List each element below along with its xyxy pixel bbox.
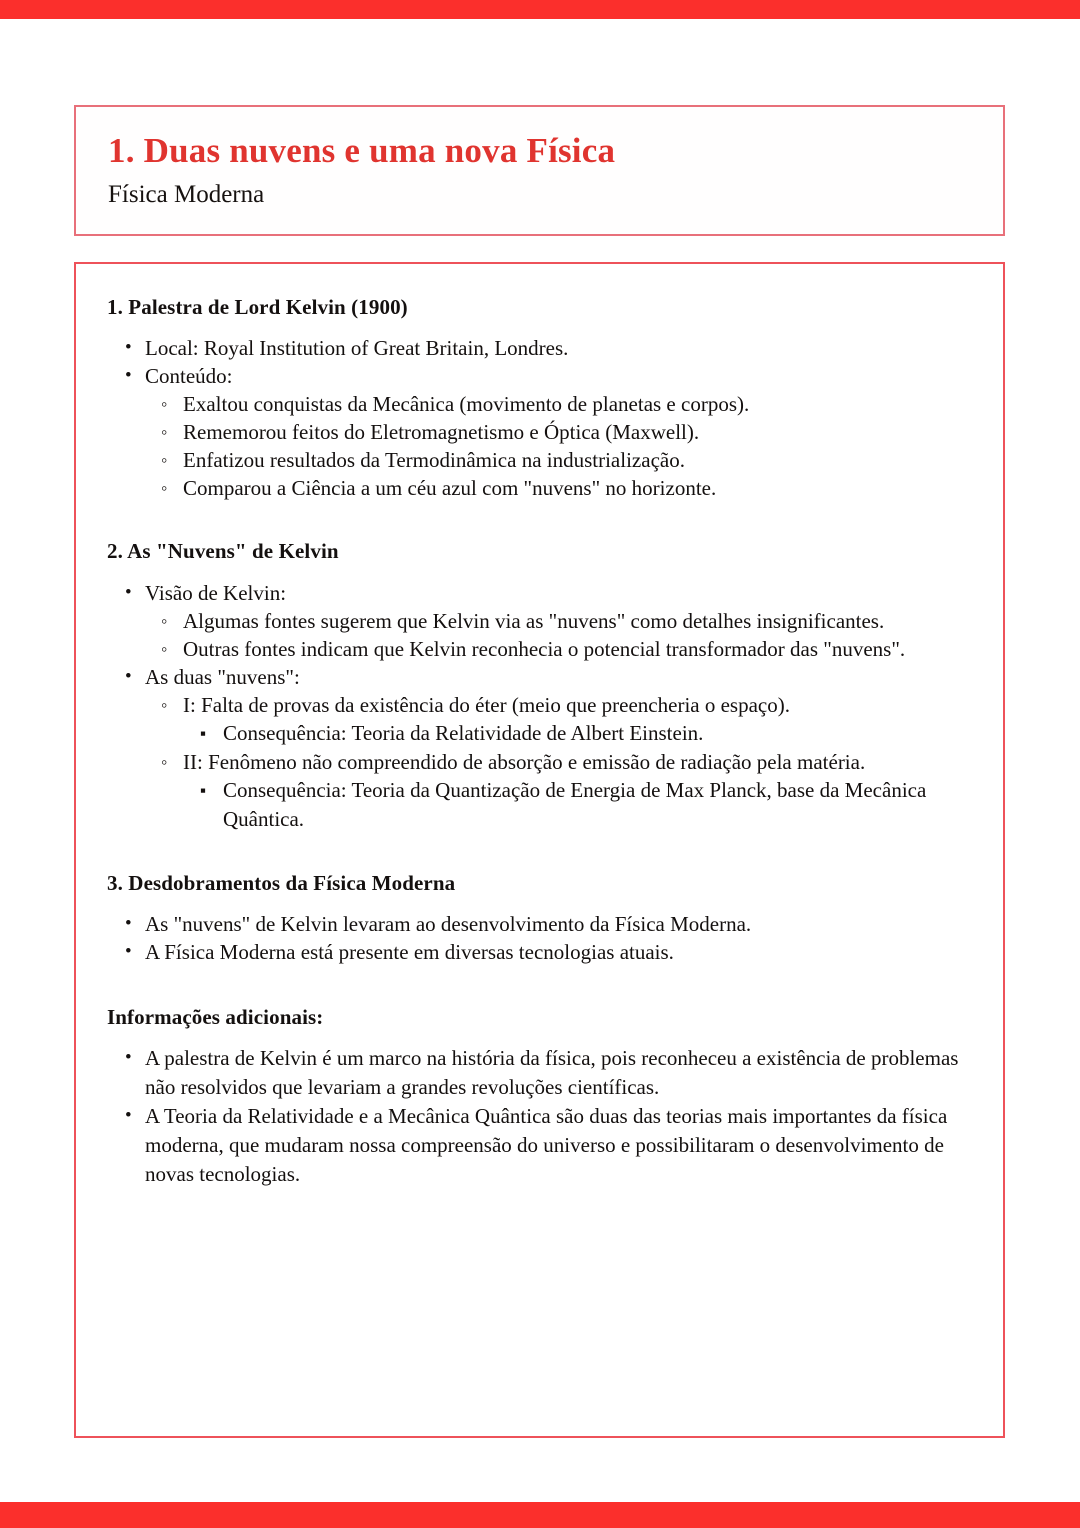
section-4-list — [107, 1044, 969, 1189]
list-item — [145, 390, 969, 418]
section-1-list — [107, 334, 969, 502]
list-item-text: ◦ Rememorou feitos do Eletromagnetismo e Óptica (Maxwell). — [183, 418, 969, 446]
list-item-text: ◦ Enfatizou resultados da Termodinâmica na industrialização. — [183, 446, 969, 474]
bottom-red-band — [0, 1502, 1080, 1528]
document-page — [0, 19, 1080, 1502]
section-heading-3: 3. Desdobramentos da Física Moderna — [107, 870, 456, 895]
list-item — [107, 910, 969, 938]
list-item-text: ◦ Outras fontes indicam que Kelvin reconhecia o potencial transformador das "nuvens". — [183, 635, 969, 663]
list-item-text: ▪ Consequência: Teoria da Relatividade de Albert Einstein. — [223, 719, 969, 748]
list-item-text: ◦ Exaltou conquistas da Mecânica (movimento de planetas e corpos). — [183, 390, 969, 418]
list-item-text: • A palestra de Kelvin é um marco na história da física, pois reconheceu a existência de problemas não resolvidos que levariam a grandes revoluções científicas. — [145, 1044, 969, 1102]
list-item-text: • A Física Moderna está presente em diversas tecnologias atuais. — [145, 938, 969, 966]
list-item — [183, 719, 969, 748]
list-item — [145, 474, 969, 502]
list-item — [145, 446, 969, 474]
page-subtitle: Física Moderna — [108, 181, 265, 209]
section-2-list — [107, 579, 969, 834]
list-item-text: ◦ Comparou a Ciência a um céu azul com "nuvens" no horizonte. — [183, 474, 969, 502]
top-red-band — [0, 0, 1080, 19]
list-item-text: • Conteúdo: — [145, 362, 969, 390]
subsublist — [183, 776, 969, 834]
list-item — [183, 776, 969, 834]
list-item-text: ◦ Algumas fontes sugerem que Kelvin via as "nuvens" como detalhes insignificantes. — [183, 607, 969, 635]
list-item-text: ◦ II: Fenômeno não compreendido de absorção e emissão de radiação pela matéria. — [183, 748, 969, 776]
sublist — [145, 691, 969, 834]
list-item — [145, 418, 969, 446]
list-item — [107, 334, 969, 362]
title-box — [74, 105, 1005, 236]
list-item — [107, 362, 969, 502]
list-item-text: ◦ I: Falta de provas da existência do éter (meio que preencheria o espaço). — [183, 691, 969, 719]
sublist — [145, 390, 969, 502]
section-3-list — [107, 910, 969, 966]
list-item — [107, 938, 969, 966]
section-heading-4: Informações adicionais: — [107, 1004, 324, 1029]
list-item-text: • As "nuvens" de Kelvin levaram ao desenvolvimento da Física Moderna. — [145, 910, 969, 938]
content-box — [74, 262, 1005, 1438]
list-item — [107, 579, 969, 663]
subsublist — [183, 719, 969, 748]
list-item-text: • Visão de Kelvin: — [145, 579, 969, 607]
section-heading-1: 1. Palestra de Lord Kelvin (1900) — [107, 295, 408, 319]
list-item-text: • As duas "nuvens": — [145, 663, 969, 691]
list-item — [145, 607, 969, 635]
list-item — [107, 663, 969, 834]
list-item — [145, 748, 969, 834]
page-title: 1. Duas nuvens e uma nova Física — [108, 131, 616, 170]
list-item-text: • Local: Royal Institution of Great Britain, Londres. — [145, 334, 969, 362]
list-item — [107, 1044, 969, 1102]
list-item-text: ▪ Consequência: Teoria da Quantização de Energia de Max Planck, base da Mecânica Quântica. — [223, 776, 969, 834]
section-heading-2: 2. As "Nuvens" de Kelvin — [107, 539, 339, 564]
list-item — [107, 1102, 969, 1189]
sublist — [145, 607, 969, 663]
list-item — [145, 635, 969, 663]
list-item — [145, 691, 969, 748]
list-item-text: • A Teoria da Relatividade e a Mecânica Quântica são duas das teorias mais importantes da física moderna, que mudaram nossa compreensão do universo e possibilitaram o desenvolvimento de novas tecnologias. — [145, 1102, 969, 1189]
